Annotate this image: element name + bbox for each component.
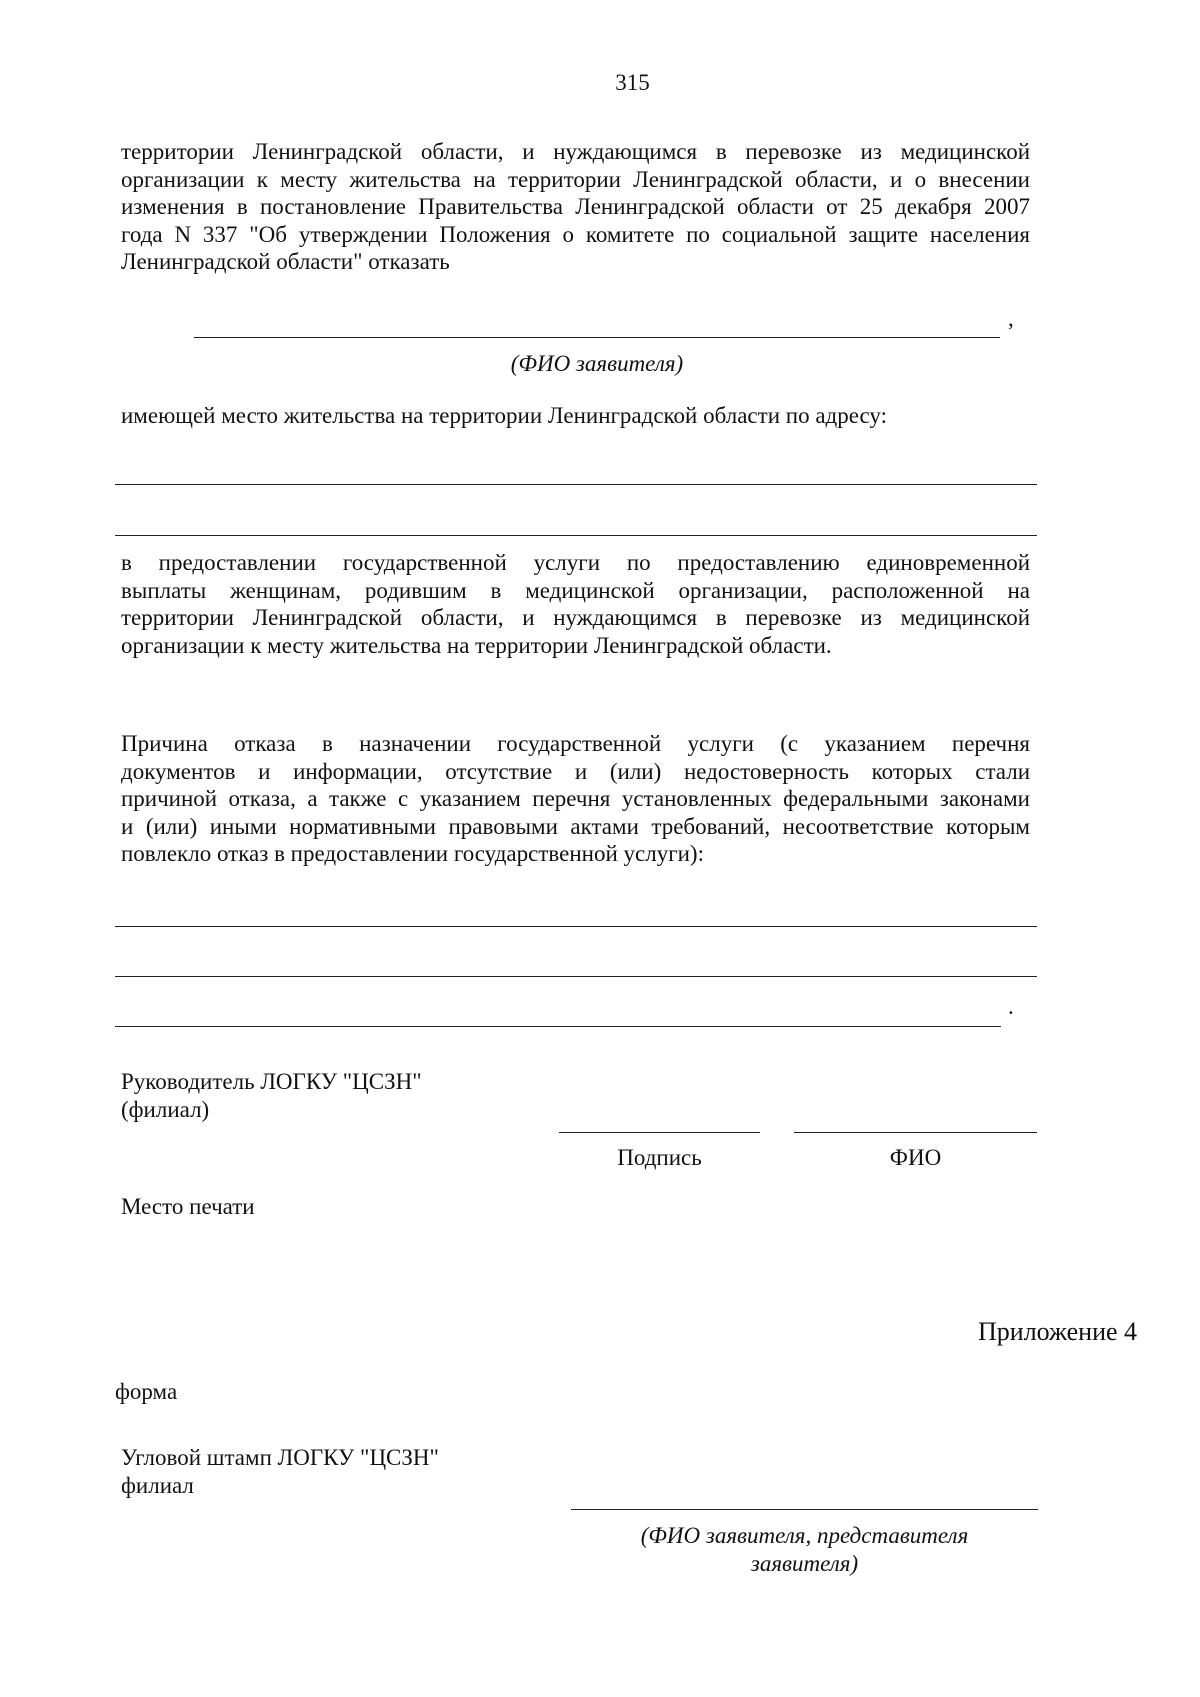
- corner-stamp-title: Угловой штамп ЛОГКУ "ЦСЗН": [121, 1445, 439, 1470]
- signature-line: [559, 1132, 760, 1133]
- paragraph-line: территории Ленинградской области, и нуждающимся в перевозке из медицинской: [121, 139, 1030, 164]
- corner-stamp-branch: филиал: [121, 1473, 194, 1498]
- paragraph-refusal-reason: [121, 730, 1030, 868]
- paragraph-line: повлекло отказ в предоставлении государственной услуги):: [121, 841, 704, 866]
- paragraph-line: выплаты женщинам, родившим в медицинской организации, расположенной на: [121, 577, 1030, 603]
- recipient-caption: [571, 1522, 1038, 1578]
- applicant-caption: (ФИО заявителя): [510, 351, 684, 376]
- fio-line: [794, 1132, 1037, 1133]
- recipient-caption-line: (ФИО заявителя, представителя: [640, 1523, 969, 1548]
- paragraph-decision: [121, 138, 1030, 276]
- reason-period: .: [1008, 994, 1014, 1019]
- address-line: [115, 535, 1037, 536]
- paragraph-line: организации к месту жительства на территории Ленинградской области.: [121, 632, 832, 658]
- paragraph-line: в предоставлении государственной услуги по предоставлению единовременной: [121, 550, 1030, 575]
- paragraph-line: территории Ленинградской области, и нуждающимся в перевозке из медицинской: [121, 605, 1030, 630]
- form-label: форма: [115, 1379, 178, 1404]
- paragraph-line: причиной отказа, а также с указанием перечня установленных федеральными законами: [121, 786, 1030, 811]
- page-number: 315: [615, 70, 650, 95]
- head-title: Руководитель ЛОГКУ "ЦСЗН": [121, 1069, 422, 1094]
- address-label: имеющей место жительства на территории Ленинградской области по адресу:: [121, 403, 887, 428]
- reason-line: [115, 976, 1037, 977]
- paragraph-line: и (или) иными нормативными правовыми актами требований, несоответствие которым: [121, 813, 1030, 839]
- paragraph-line: Причина отказа в назначении государственной услуги (с указанием перечня: [121, 731, 1030, 756]
- appendix-title: Приложение 4: [978, 1317, 1138, 1346]
- applicant-comma: ,: [1008, 306, 1014, 331]
- head-branch: (филиал): [121, 1097, 210, 1122]
- paragraph-line: документов и информации, отсутствие и (или) недостоверность которых стали: [121, 758, 1030, 784]
- paragraph-line: изменения в постановление Правительства Ленинградской области от 25 декабря 2007: [121, 194, 1030, 219]
- reason-line: [115, 926, 1037, 927]
- applicant-name-line: [194, 337, 1000, 338]
- paragraph-service: [121, 549, 1030, 659]
- paragraph-line: организации к месту жительства на территории Ленинградской области, и о внесении: [121, 166, 1030, 192]
- address-line: [115, 484, 1037, 485]
- seal-place: Место печати: [121, 1194, 255, 1219]
- fio-caption: ФИО: [889, 1145, 942, 1170]
- recipient-caption-line: заявителя): [750, 1551, 859, 1576]
- paragraph-line: Ленинградской области" отказать: [121, 249, 450, 274]
- paragraph-line: года N 337 "Об утверждении Положения о комитете по социальной защите населения: [121, 221, 1030, 247]
- signature-caption: Подпись: [617, 1145, 702, 1170]
- reason-line: [115, 1026, 1001, 1027]
- recipient-name-line: [571, 1509, 1038, 1510]
